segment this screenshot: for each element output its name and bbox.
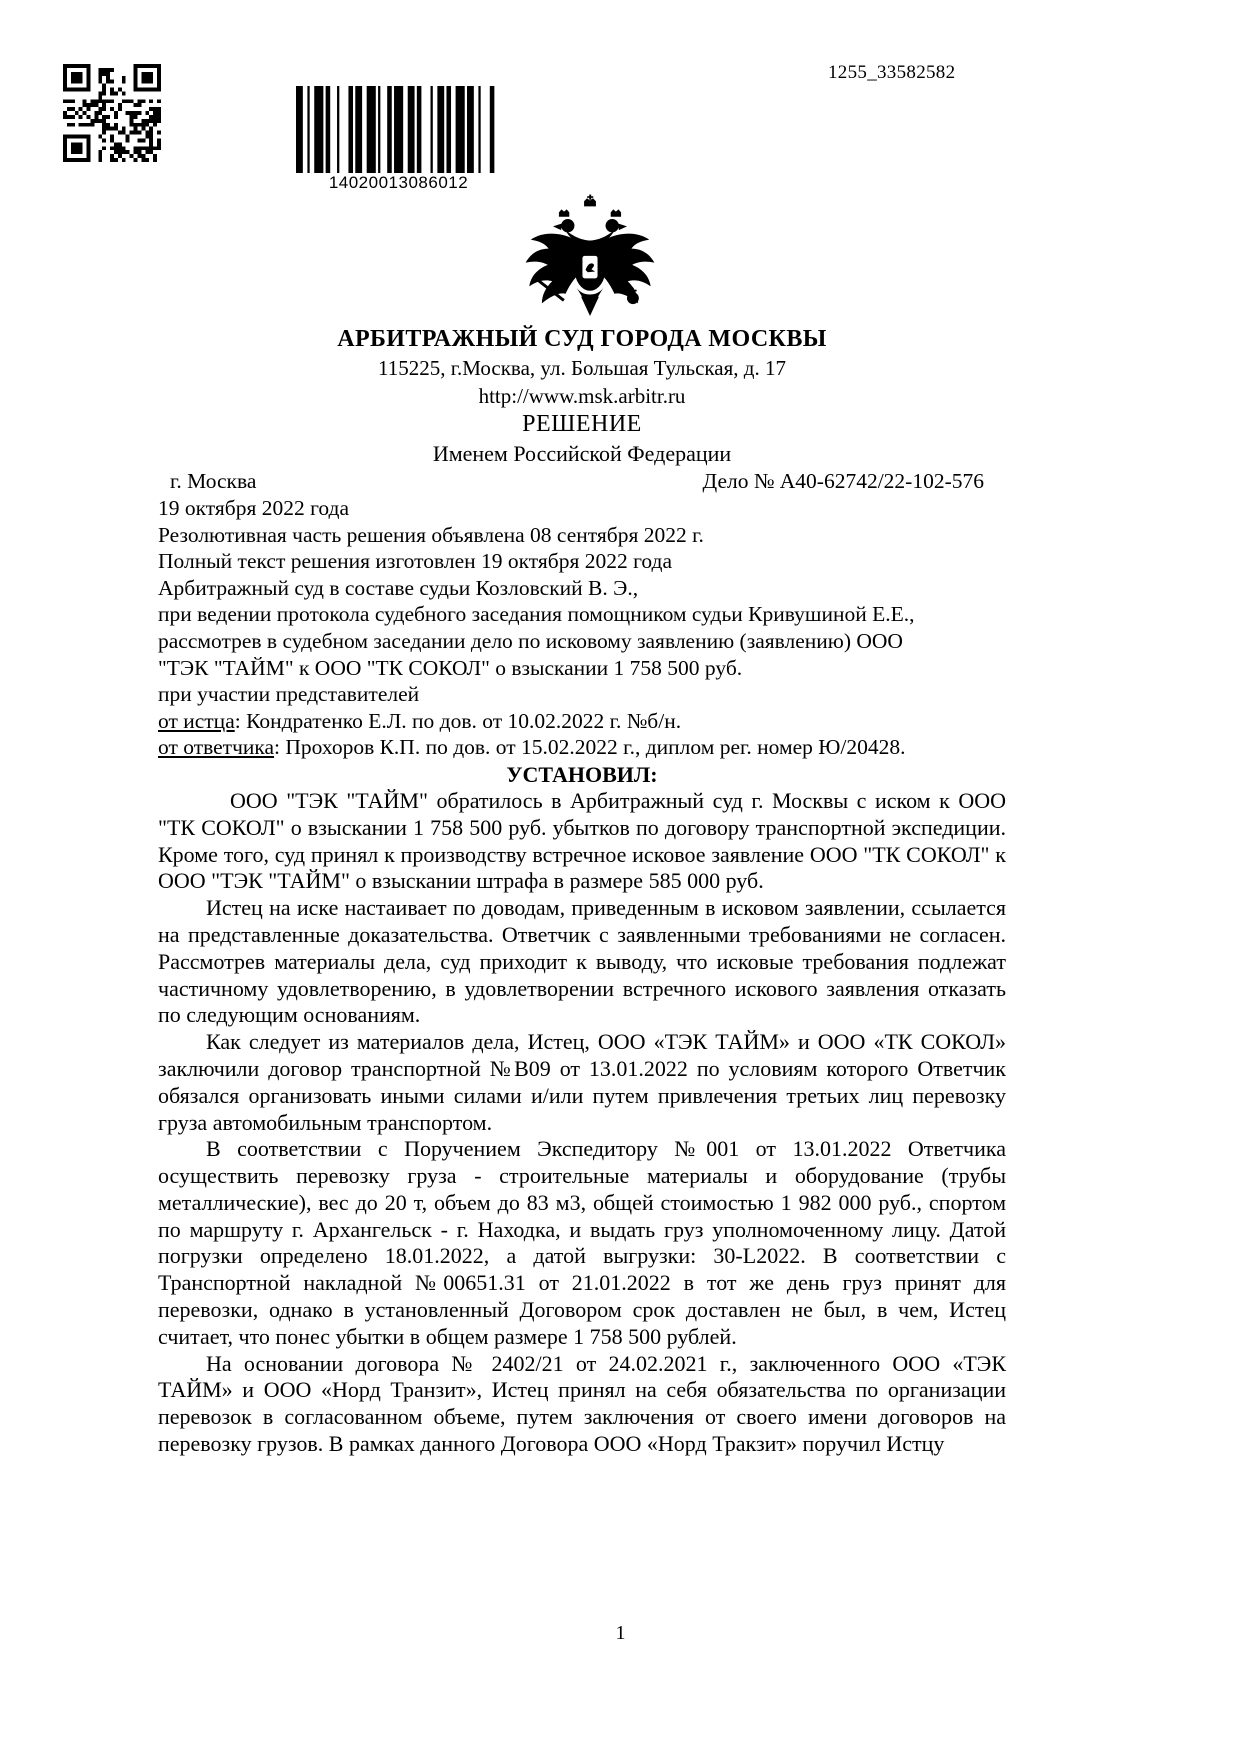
ruling-paragraph-5: На основании договора № 2402/21 от 24.02.2021 г., заключенного ООО «ТЭК ТАЙМ» и ООО «Норд Транзит», Истец принял на себя обязательства по организации перевозок в согласованном объеме, путем заключения от своего имени договоров на перевозку грузов. В рамках данного Договора ООО «Норд Тракзит» поручил Истцу xyxy=(158,1350,1006,1457)
plaintiff-label: от истца xyxy=(158,708,235,733)
protocol-line: при ведении протокола судебного заседания помощником судьи Кривушиной Е.Е., xyxy=(158,602,915,627)
barcode-icon xyxy=(296,86,501,173)
decision-date: 19 октября 2022 года xyxy=(158,496,350,520)
ruling-paragraph-4: В соответствии с Поручением Экспедитору №001 от 13.01.2022 Ответчика осуществить перевозку груза - строительные материалы и оборудование (трубы металлические), вес до 20 т, объем до 83 м3, общей стоимостью 1 982 000 руб., спортом по маршруту г. Архангельск - г. Находка, и выдать груз уполномоченному лицу. Датой погрузки определено 18.01.2022, а датой выгрузки: 30-L2022. В соответствии с Транспортной накладной №00651.31 от 21.01.2022 в тот же день груз принят для перевозки, однако в установленный Договором срок доставлен не был, в чем, Истец считает, что понес убытки в общем размере 1 758 500 рублей. xyxy=(158,1136,1006,1349)
document-id: 1255_33582582 xyxy=(828,62,956,83)
plaintiff-info: : Кондратенко Е.Л. по дов. от 10.02.2022 г. №б/н. xyxy=(234,708,682,733)
decision-subtitle: Именем Российской Федерации xyxy=(432,441,732,466)
resolutive-part-line: Резолютивная часть решения объявлена 08 сентября 2022 г. xyxy=(158,522,704,547)
qr-finder-top-right xyxy=(134,64,161,91)
ruling-heading: УСТАНОВИЛ: xyxy=(506,761,658,787)
participants-line: при участии представителей xyxy=(158,682,420,707)
judge-line: Арбитражный суд в составе судьи Козловский В. Э., xyxy=(158,575,639,600)
court-website: http://www.msk.arbitr.ru xyxy=(478,384,686,408)
barcode-block xyxy=(296,86,501,193)
ruling-paragraph-1: ООО "ТЭК "ТАЙМ" обратилось в Арбитражный суд г. Москвы с иском к ООО "ТК СОКОЛ" о взыскании 1 758 500 руб. убытков по договору транспортной экспедиции. Кроме того, суд принял к производству встречное исковое заявление ООО "ТК СОКОЛ" к ООО "ТЭК "ТАЙМ" о взыскании штрафа в размере 585 000 руб. xyxy=(158,787,1006,894)
document-body xyxy=(158,324,1006,1458)
defendant-label: от ответчика xyxy=(158,735,275,760)
court-name: АРБИТРАЖНЫЙ СУД ГОРОДА МОСКВЫ xyxy=(337,326,827,352)
full-text-line: Полный текст решения изготовлен 19 октября 2022 года xyxy=(158,549,673,574)
ruling-paragraph-2: Истец на иске настаивает по доводам, приведенным в исковом заявлении, ссылается на представленные доказательства. Ответчик с заявленными требованиями не согласен. Рассмотрев материалы дела, суд приходит к выводу, что исковые требования подлежат частичному удовлетворению, в удовлетворении встречного искового заявления отказать по следующим основаниям. xyxy=(158,895,1006,1028)
qr-code-icon xyxy=(63,63,161,163)
qr-finder-top-left xyxy=(63,64,90,91)
barcode-number: 14020013086012 xyxy=(328,173,469,192)
ruling-paragraph-3: Как следует из материалов дела, Истец, ООО «ТЭК ТАЙМ» и ООО «ТК СОКОЛ» заключили договор транспортной №В09 от 13.01.2022 по условиям которого Ответчик обязался организовать иными силами и/или путем привлечения третьих лиц перевозку груза автомобильным транспортом. xyxy=(158,1029,1006,1135)
defendant-representative-line xyxy=(158,734,1006,761)
russian-eagle-emblem-icon xyxy=(516,190,664,322)
decision-title: РЕШЕНИЕ xyxy=(522,411,642,437)
case-header-row xyxy=(158,468,1006,495)
page-number: 1 xyxy=(615,1622,626,1644)
case-city: г. Москва xyxy=(170,469,257,493)
defendant-info: : Прохоров К.П. по дов. от 15.02.2022 г., диплом рег. номер Ю/20428. xyxy=(274,735,906,760)
court-address: 115225, г.Москва, ул. Большая Тульская, д. 17 xyxy=(378,356,786,380)
claim-line-2: "ТЭК "ТАЙМ" к ООО "ТК СОКОЛ" о взыскании 1 758 500 руб. xyxy=(158,655,743,680)
qr-finder-bottom-left xyxy=(63,135,90,162)
claim-line-1: рассмотрев в судебном заседании дело по исковому заявлению (заявлению) ООО xyxy=(158,628,903,653)
case-number: Дело № А40-62742/22-102-576 xyxy=(702,469,984,493)
plaintiff-representative-line xyxy=(158,708,1006,735)
